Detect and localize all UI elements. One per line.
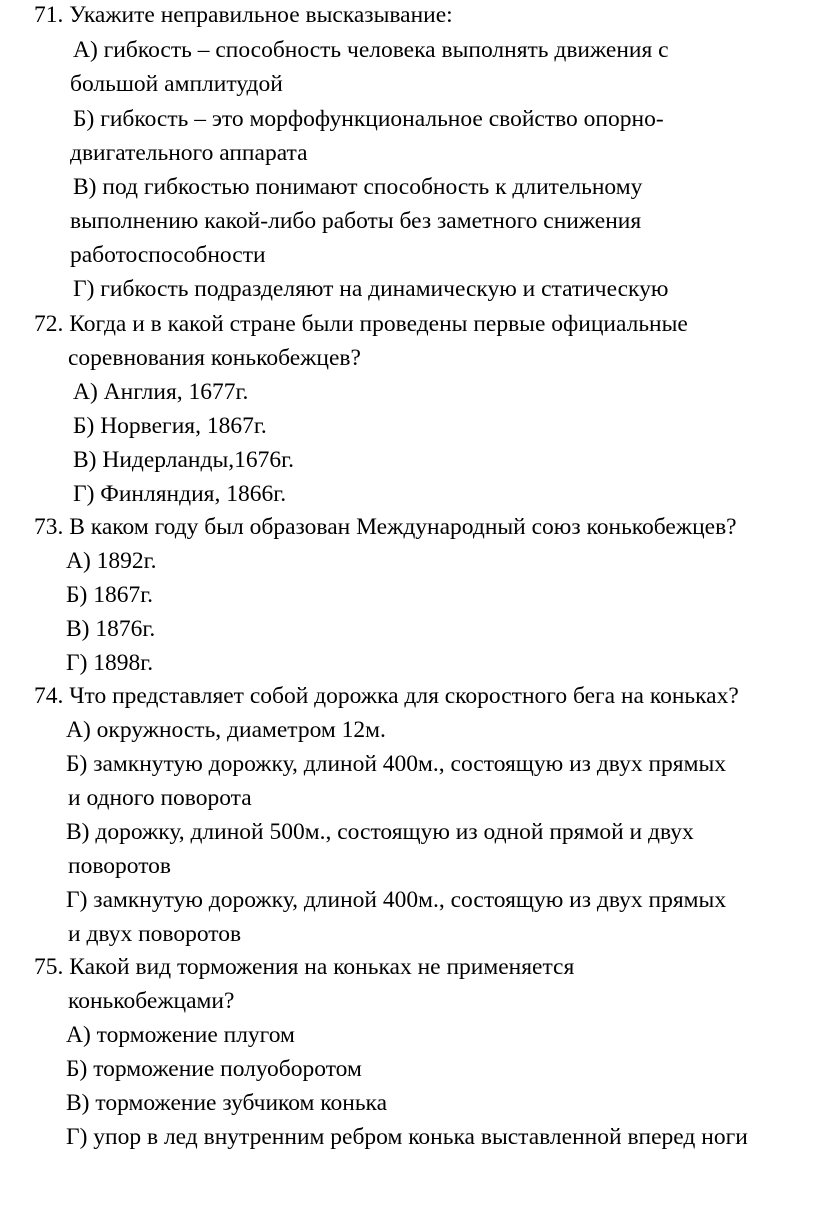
- option-d: Г) замкнутую дорожку, длиной 400м., состоящую из двух прямых: [66, 887, 727, 913]
- option-c: В) дорожку, длиной 500м., состоящую из одной прямой и двух: [66, 819, 694, 845]
- question-stem: 75. Какой вид торможения на коньках не применяется: [34, 954, 575, 980]
- option-b: Б) замкнутую дорожку, длиной 400м., состоящую из двух прямых: [66, 751, 726, 777]
- option-c-continuation: поворотов: [68, 853, 172, 879]
- option-b: Б) гибкость – это морфофункциональное свойство опорно-: [73, 106, 664, 132]
- question-stem: 74. Что представляет собой дорожка для скоростного бега на коньках?: [34, 683, 739, 709]
- option-c: В) Нидерланды,1676г.: [73, 447, 294, 473]
- option-d: Г) гибкость подразделяют на динамическую и статическую: [73, 276, 669, 302]
- option-d: Г) упор в лед внутренним ребром конька выставленной вперед ноги: [66, 1124, 748, 1150]
- option-c: В) торможение зубчиком конька: [66, 1090, 388, 1116]
- option-d-continuation: и двух поворотов: [68, 921, 242, 947]
- option-a-continuation: большой амплитудой: [70, 71, 283, 97]
- option-b: Б) Норвегия, 1867г.: [73, 413, 267, 439]
- option-b: Б) торможение полуоборотом: [66, 1056, 362, 1082]
- question-stem-continuation: конькобежцами?: [68, 988, 235, 1014]
- option-c: В) под гибкостью понимают способность к длительному: [73, 174, 643, 200]
- option-a: А) Англия, 1677г.: [73, 379, 249, 405]
- question-stem: 71. Укажите неправильное высказывание:: [34, 2, 453, 28]
- option-a: А) торможение плугом: [66, 1022, 295, 1048]
- question-stem: 72. Когда и в какой стране были проведены первые официальные: [34, 311, 688, 337]
- option-a: А) окружность, диаметром 12м.: [66, 717, 386, 743]
- option-c: В) 1876г.: [66, 616, 156, 642]
- option-c-continuation: выполнению какой-либо работы без заметного снижения: [70, 208, 642, 234]
- option-d: Г) Финляндия, 1866г.: [73, 481, 287, 507]
- option-a: А) 1892г.: [66, 548, 157, 574]
- option-c-continuation: работоспособности: [70, 242, 266, 268]
- question-stem-continuation: соревнования конькобежцев?: [68, 345, 361, 371]
- question-stem: 73. В каком году был образован Международный союз конькобежцев?: [34, 514, 737, 540]
- option-a: А) гибкость – способность человека выполнять движения с: [73, 37, 669, 63]
- option-b: Б) 1867г.: [66, 582, 154, 608]
- option-b-continuation: и одного поворота: [68, 785, 252, 811]
- option-d: Г) 1898г.: [66, 650, 154, 676]
- option-b-continuation: двигательного аппарата: [70, 140, 308, 166]
